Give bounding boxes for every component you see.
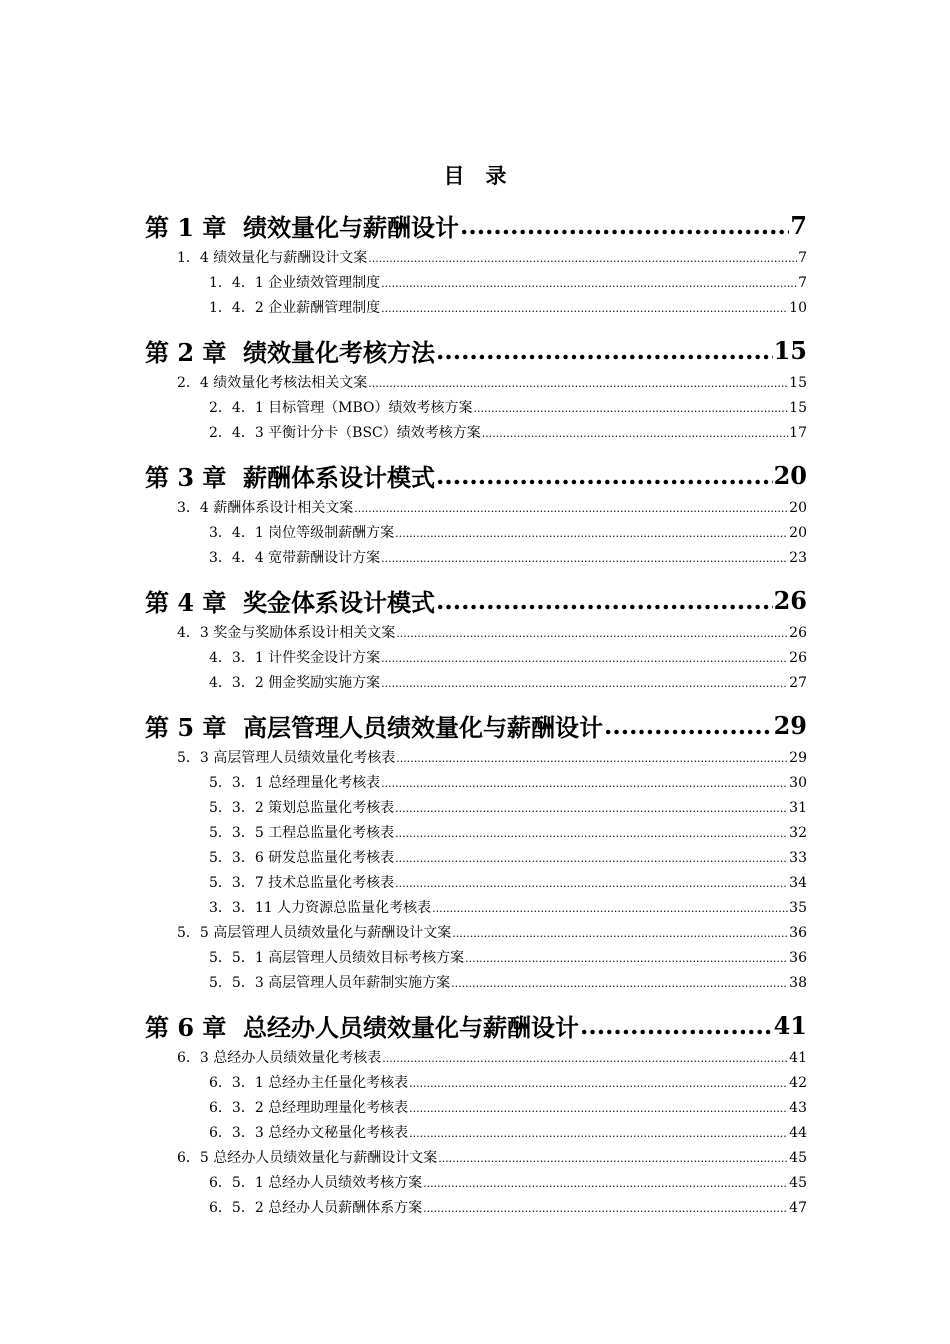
chapter-number: 第 5 章 — [145, 712, 227, 742]
toc-subsection-entry[interactable] — [145, 1072, 807, 1097]
page-number: 26 — [773, 585, 807, 615]
toc-subsection-entry[interactable] — [145, 1097, 807, 1122]
toc-chapter-entry[interactable] — [145, 703, 807, 747]
toc-subsection-entry[interactable] — [145, 647, 807, 672]
page-number: 35 — [789, 900, 807, 916]
dot-leader — [381, 652, 788, 665]
toc-entry-title: 5．3．2 策划总监量化考核表 — [209, 800, 395, 816]
dot-leader — [451, 977, 788, 990]
page-number: 43 — [789, 1100, 807, 1116]
toc-subsection-entry[interactable] — [145, 297, 807, 322]
toc-chapter-entry[interactable] — [145, 203, 807, 247]
toc-entry-title: 5．3 高层管理人员绩效量化考核表 — [177, 750, 396, 766]
dot-leader — [381, 277, 797, 290]
page-number: 7 — [798, 250, 807, 266]
page-number: 34 — [789, 875, 807, 891]
dot-leader — [474, 402, 789, 415]
dot-leader — [395, 877, 788, 890]
toc-entry-title: 4．3．1 计件奖金设计方案 — [209, 650, 381, 666]
chapter-title: 奖金体系设计模式 — [243, 587, 435, 617]
dot-leader — [381, 677, 788, 690]
toc-subsection-entry[interactable] — [145, 1172, 807, 1197]
toc-entry-title: 6．3 总经办人员绩效量化考核表 — [177, 1050, 382, 1066]
table-of-contents — [145, 203, 807, 1222]
chapter-title: 总经办人员绩效量化与薪酬设计 — [243, 1012, 579, 1042]
page-number: 7 — [790, 210, 807, 240]
toc-entry-title: 5．5．3 高层管理人员年薪制实施方案 — [209, 975, 451, 991]
toc-entry-title — [145, 1008, 579, 1043]
toc-subsection-entry[interactable] — [145, 397, 807, 422]
toc-entry-title: 5．3．5 工程总监量化考核表 — [209, 825, 395, 841]
chapter-number: 第 2 章 — [145, 337, 227, 367]
toc-section-entry[interactable] — [145, 922, 807, 947]
page-number: 29 — [789, 750, 807, 766]
toc-entry-title: 3．3．11 人力资源总监量化考核表 — [209, 900, 432, 916]
toc-entry-title: 3．4．4 宽带薪酬设计方案 — [209, 550, 381, 566]
toc-section-entry[interactable] — [145, 622, 807, 647]
page-number: 10 — [789, 300, 807, 316]
dot-leader — [396, 752, 788, 765]
toc-section-entry[interactable] — [145, 1047, 807, 1072]
page-number: 17 — [789, 425, 807, 441]
page-number: 30 — [789, 775, 807, 791]
chapter-title: 绩效量化与薪酬设计 — [243, 212, 459, 242]
page-number: 41 — [773, 1010, 807, 1040]
toc-entry-title: 2．4．3 平衡计分卡（BSC）绩效考核方案 — [209, 425, 481, 441]
page-number: 29 — [773, 710, 807, 740]
toc-entry-title — [145, 583, 435, 618]
chapter-title: 高层管理人员绩效量化与薪酬设计 — [243, 712, 603, 742]
chapter-number: 第 3 章 — [145, 462, 227, 492]
page-number: 27 — [789, 675, 807, 691]
chapter-number: 第 6 章 — [145, 1012, 227, 1042]
dot-leader — [382, 1052, 788, 1065]
toc-entry-title: 6．3．2 总经理助理量化考核表 — [209, 1100, 409, 1116]
toc-subsection-entry[interactable] — [145, 897, 807, 922]
page-number: 42 — [789, 1075, 807, 1091]
toc-entry-title: 1．4．2 企业薪酬管理制度 — [209, 300, 381, 316]
dot-leader — [409, 1077, 788, 1090]
toc-entry-title: 1．4．1 企业绩效管理制度 — [209, 275, 381, 291]
toc-entry-title: 6．5 总经办人员绩效量化与薪酬设计文案 — [177, 1150, 438, 1166]
dot-leader — [409, 1102, 788, 1115]
dot-leader — [395, 852, 788, 865]
toc-entry-title — [145, 208, 459, 243]
toc-entry-title: 3．4．1 岗位等级制薪酬方案 — [209, 525, 395, 541]
toc-subsection-entry[interactable] — [145, 797, 807, 822]
page-number: 32 — [789, 825, 807, 841]
chapter-title: 薪酬体系设计模式 — [243, 462, 435, 492]
page-number: 33 — [789, 850, 807, 866]
toc-subsection-entry[interactable] — [145, 547, 807, 572]
toc-entry-title: 5．5 高层管理人员绩效量化与薪酬设计文案 — [177, 925, 452, 941]
page-number: 36 — [789, 925, 807, 941]
dot-leader — [395, 827, 788, 840]
dot-leader — [409, 1127, 788, 1140]
dot-leader — [436, 586, 773, 615]
chapter-number: 第 4 章 — [145, 587, 227, 617]
toc-subsection-entry[interactable] — [145, 947, 807, 972]
dot-leader — [396, 627, 788, 640]
page-number: 7 — [798, 275, 807, 291]
dot-leader — [604, 711, 773, 740]
toc-entry-title: 4．3 奖金与奖励体系设计相关文案 — [177, 625, 396, 641]
toc-entry-title: 2．4 绩效量化考核法相关文案 — [177, 375, 368, 391]
toc-section-entry[interactable] — [145, 747, 807, 772]
dot-leader — [436, 336, 773, 365]
toc-chapter-entry[interactable] — [145, 453, 807, 497]
toc-entry-title: 5．3．6 研发总监量化考核表 — [209, 850, 395, 866]
page-number: 26 — [789, 625, 807, 641]
page-number: 26 — [789, 650, 807, 666]
toc-entry-title: 6．3．3 总经办文秘量化考核表 — [209, 1125, 409, 1141]
toc-entry-title: 1．4 绩效量化与薪酬设计文案 — [177, 250, 368, 266]
toc-entry-title: 5．5．1 高层管理人员绩效目标考核方案 — [209, 950, 465, 966]
toc-entry-title: 5．3．7 技术总监量化考核表 — [209, 875, 395, 891]
dot-leader — [354, 502, 788, 515]
toc-entry-title: 6．5．1 总经办人员绩效考核方案 — [209, 1175, 423, 1191]
toc-entry-title — [145, 458, 435, 493]
dot-leader — [381, 777, 788, 790]
toc-subsection-entry[interactable] — [145, 972, 807, 997]
dot-leader — [452, 927, 788, 940]
toc-entry-title: 5．3．1 总经理量化考核表 — [209, 775, 381, 791]
toc-subsection-entry[interactable] — [145, 772, 807, 797]
toc-entry-title — [145, 333, 435, 368]
toc-section-entry[interactable] — [145, 247, 807, 272]
page-number: 23 — [789, 550, 807, 566]
toc-chapter-entry[interactable] — [145, 1003, 807, 1047]
dot-leader — [423, 1177, 788, 1190]
toc-subsection-entry[interactable] — [145, 822, 807, 847]
toc-subsection-entry[interactable] — [145, 1197, 807, 1222]
dot-leader — [432, 902, 788, 915]
toc-entry-title — [145, 708, 603, 743]
dot-leader — [460, 211, 789, 240]
toc-subsection-entry[interactable] — [145, 272, 807, 297]
page-number: 38 — [789, 975, 807, 991]
toc-entry-title: 6．5．2 总经办人员薪酬体系方案 — [209, 1200, 423, 1216]
toc-section-entry[interactable] — [145, 497, 807, 522]
page-number: 20 — [789, 500, 807, 516]
page-number: 45 — [789, 1150, 807, 1166]
dot-leader — [368, 252, 797, 265]
page-number: 15 — [789, 400, 807, 416]
toc-subsection-entry[interactable] — [145, 1122, 807, 1147]
toc-chapter-entry[interactable] — [145, 578, 807, 622]
dot-leader — [580, 1011, 773, 1040]
page-number: 20 — [773, 460, 807, 490]
chapter-title: 绩效量化考核方法 — [243, 337, 435, 367]
toc-entry-title: 6．3．1 总经办主任量化考核表 — [209, 1075, 409, 1091]
dot-leader — [465, 952, 788, 965]
page-number: 31 — [789, 800, 807, 816]
page-number: 44 — [789, 1125, 807, 1141]
toc-subsection-entry[interactable] — [145, 872, 807, 897]
dot-leader — [423, 1202, 788, 1215]
toc-entry-title: 3．4 薪酬体系设计相关文案 — [177, 500, 354, 516]
toc-title: 目 录 — [443, 163, 507, 188]
toc-section-entry[interactable] — [145, 1147, 807, 1172]
page-number: 15 — [773, 335, 807, 365]
dot-leader — [395, 802, 788, 815]
toc-section-entry[interactable] — [145, 372, 807, 397]
dot-leader — [436, 461, 773, 490]
page-number: 36 — [789, 950, 807, 966]
dot-leader — [438, 1152, 788, 1165]
dot-leader — [368, 377, 788, 390]
page-number: 45 — [789, 1175, 807, 1191]
dot-leader — [395, 527, 788, 540]
page-number: 41 — [789, 1050, 807, 1066]
toc-subsection-entry[interactable] — [145, 422, 807, 447]
dot-leader — [381, 302, 788, 315]
toc-subsection-entry[interactable] — [145, 847, 807, 872]
toc-entry-title: 2．4．1 目标管理（MBO）绩效考核方案 — [209, 400, 473, 416]
toc-subsection-entry[interactable] — [145, 522, 807, 547]
page-number: 47 — [789, 1200, 807, 1216]
page-number: 15 — [789, 375, 807, 391]
page-number: 20 — [789, 525, 807, 541]
toc-chapter-entry[interactable] — [145, 328, 807, 372]
dot-leader — [381, 552, 788, 565]
dot-leader — [482, 427, 788, 440]
toc-entry-title: 4．3．2 佣金奖励实施方案 — [209, 675, 381, 691]
toc-subsection-entry[interactable] — [145, 672, 807, 697]
chapter-number: 第 1 章 — [145, 212, 227, 242]
